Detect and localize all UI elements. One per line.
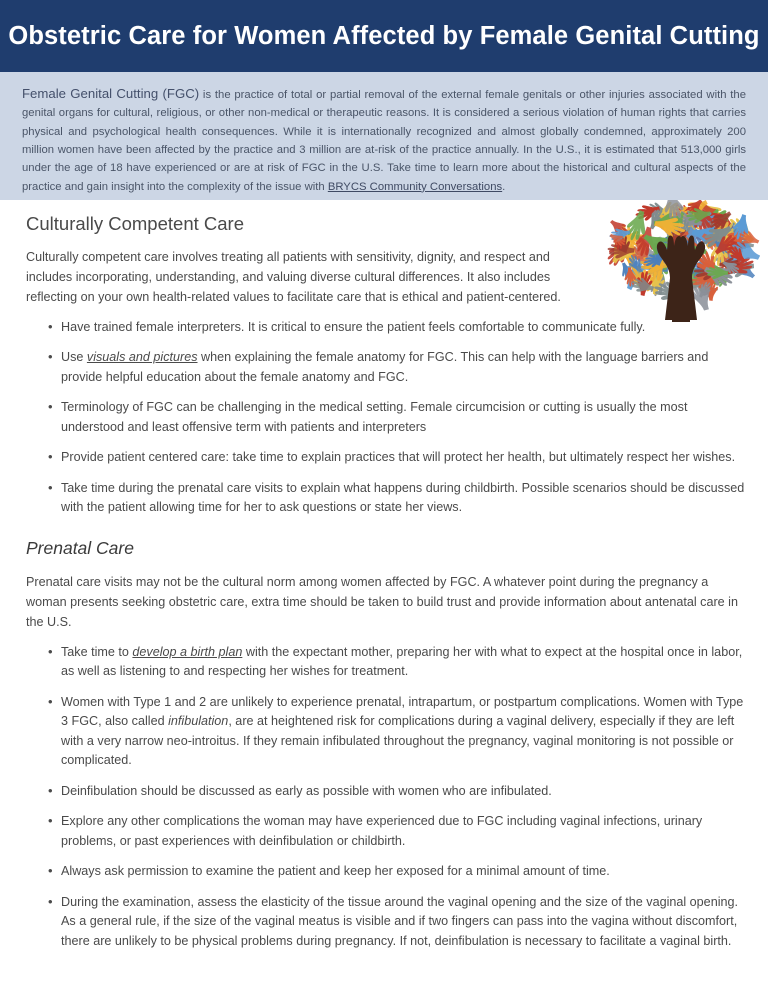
bullet-text-post2: , are at heightened risk for complications during a vaginal delivery, especially if they are left with a very narrow neo-introitus. If they remain infibulated throughout the pregnancy, vaginal monitoring is not possible or complicated.	[61, 714, 735, 768]
section-heading-culturally-competent-care: Culturally Competent Care	[26, 213, 244, 234]
list-item	[48, 348, 746, 387]
list-item	[48, 893, 746, 952]
section-two-paragraph: Prenatal care visits may not be the cultural norm among women affected by FGC. A whatever point during the pregnancy a woman presents seeking obstetric care, extra time should be taken to build trust and provide information about antenatal care in the U.S.	[26, 574, 738, 629]
bullet-text-pre: Take time during the prenatal care visits to explain what happens during childbirth. Possible scenarios should be discussed with the patient allowing time for her to ask questions or state her views.	[61, 480, 745, 515]
brycs-community-conversations-link[interactable]: BRYCS Community Conversations	[327, 180, 503, 193]
bullet-text-pre: Always ask permission to examine the patient and keep her exposed for a minimal amount of time.	[61, 864, 610, 879]
bullet-text-post: with the expectant mother, preparing her with what to expect at the hospital once in labor, as well as listening to and respecting her wishes for treatment.	[61, 644, 743, 679]
prenatal-care-bullet-list	[26, 643, 746, 952]
bullet-text-post: when explaining the female anatomy for FGC. This can help with the language barriers and provide helpful education about the female anatomy and FGC.	[61, 350, 709, 384]
document-title-banner	[0, 0, 768, 72]
bullet-text-pre: Explore any other complications the woman may have experienced due to FGC including vaginal infections, urinary problems, or past experiences with deinfibulation or childbirth.	[61, 814, 703, 848]
list-item	[48, 448, 746, 468]
document-body	[0, 200, 768, 951]
section-heading-prenatal-care: Prenatal Care	[26, 537, 134, 558]
intro-body-text: is the practice of total or partial removal of the external female genitals or other injuries associated with the genital organs for cultural, religious, or other non-medical or therapeutic reasons. It is considered a serious violation of human rights that carries physical and psychological health consequences. While it is internationally recognized and almost globally condemned, approximately 200 million women have been affected by the practice and 3 million are at-risk of the practice annually. In the U.S., it is estimated that 513,000 girls under the age of 18 have experienced or are at risk of FGC in the U.S. Take time to learn more about the historical and cultural aspects of the practice and gain insight into the complexity of the issue with	[22, 89, 746, 193]
list-item	[48, 318, 746, 338]
develop-a-birth-plan-link[interactable]: develop a birth plan	[132, 644, 243, 659]
bullet-text-pre: Have trained female interpreters. It is critical to ensure the patient feels comfortable to communicate fully.	[61, 319, 646, 334]
bullet-text-pre: During the examination, assess the elasticity of the tissue around the vaginal opening and the size of the vaginal opening. As a general rule, if the size of the vaginal meatus is visible and if two fingers can pass into the vagina without discomfort, there are unlikely to be physical problems during pregnancy. If not, deinfibulation is necessary to facilitate a vaginal birth.	[61, 894, 739, 948]
intro-highlight-block	[0, 72, 768, 200]
list-item	[48, 398, 746, 437]
visuals-and-pictures-link[interactable]: visuals and pictures	[86, 350, 198, 365]
intro-tail-text: .	[502, 180, 506, 193]
list-item	[48, 693, 746, 771]
bullet-text-pre: Women with Type 1 and 2 are unlikely to experience prenatal, intrapartum, or postpartum complications. Women with Type 3 FGC, also called	[61, 694, 744, 729]
bullet-text-pre: Use	[61, 350, 87, 365]
culturally-competent-care-bullet-list	[26, 318, 746, 518]
list-item	[48, 862, 746, 882]
bullet-text-pre: Deinfibulation should be discussed as early as possible with women who are infibulated.	[61, 783, 552, 798]
bullet-text-pre: Provide patient centered care: take time to explain practices that will protect her health, but ultimately respect her wishes.	[61, 450, 736, 465]
list-item	[48, 812, 746, 851]
list-item	[48, 782, 746, 802]
bullet-emphasis-infibulation: infibulation	[168, 714, 229, 729]
intro-paragraph	[22, 83, 746, 196]
page-title: Obstetric Care for Women Affected by Female Genital Cutting	[8, 21, 760, 50]
hand-print-tree-figure	[602, 200, 760, 326]
section-one-paragraph: Culturally competent care involves treating all patients with sensitivity, dignity, and respect and includes incorporating, understanding, and valuing diverse cultural differences. It also includes reflecting on your own health-related values to facilitate care that is ethical and patient-centered.	[26, 250, 561, 304]
intro-lead-term: Female Genital Cutting (FGC)	[22, 86, 200, 101]
bullet-text-pre: Terminology of FGC can be challenging in the medical setting. Female circumcision or cutting is usually the most understood and least offensive term with patients and interpreters	[61, 400, 688, 434]
hand-print-tree-icon	[602, 200, 760, 326]
list-item	[48, 643, 746, 682]
bullet-text-pre: Take time to	[61, 644, 133, 659]
list-item	[48, 479, 746, 518]
